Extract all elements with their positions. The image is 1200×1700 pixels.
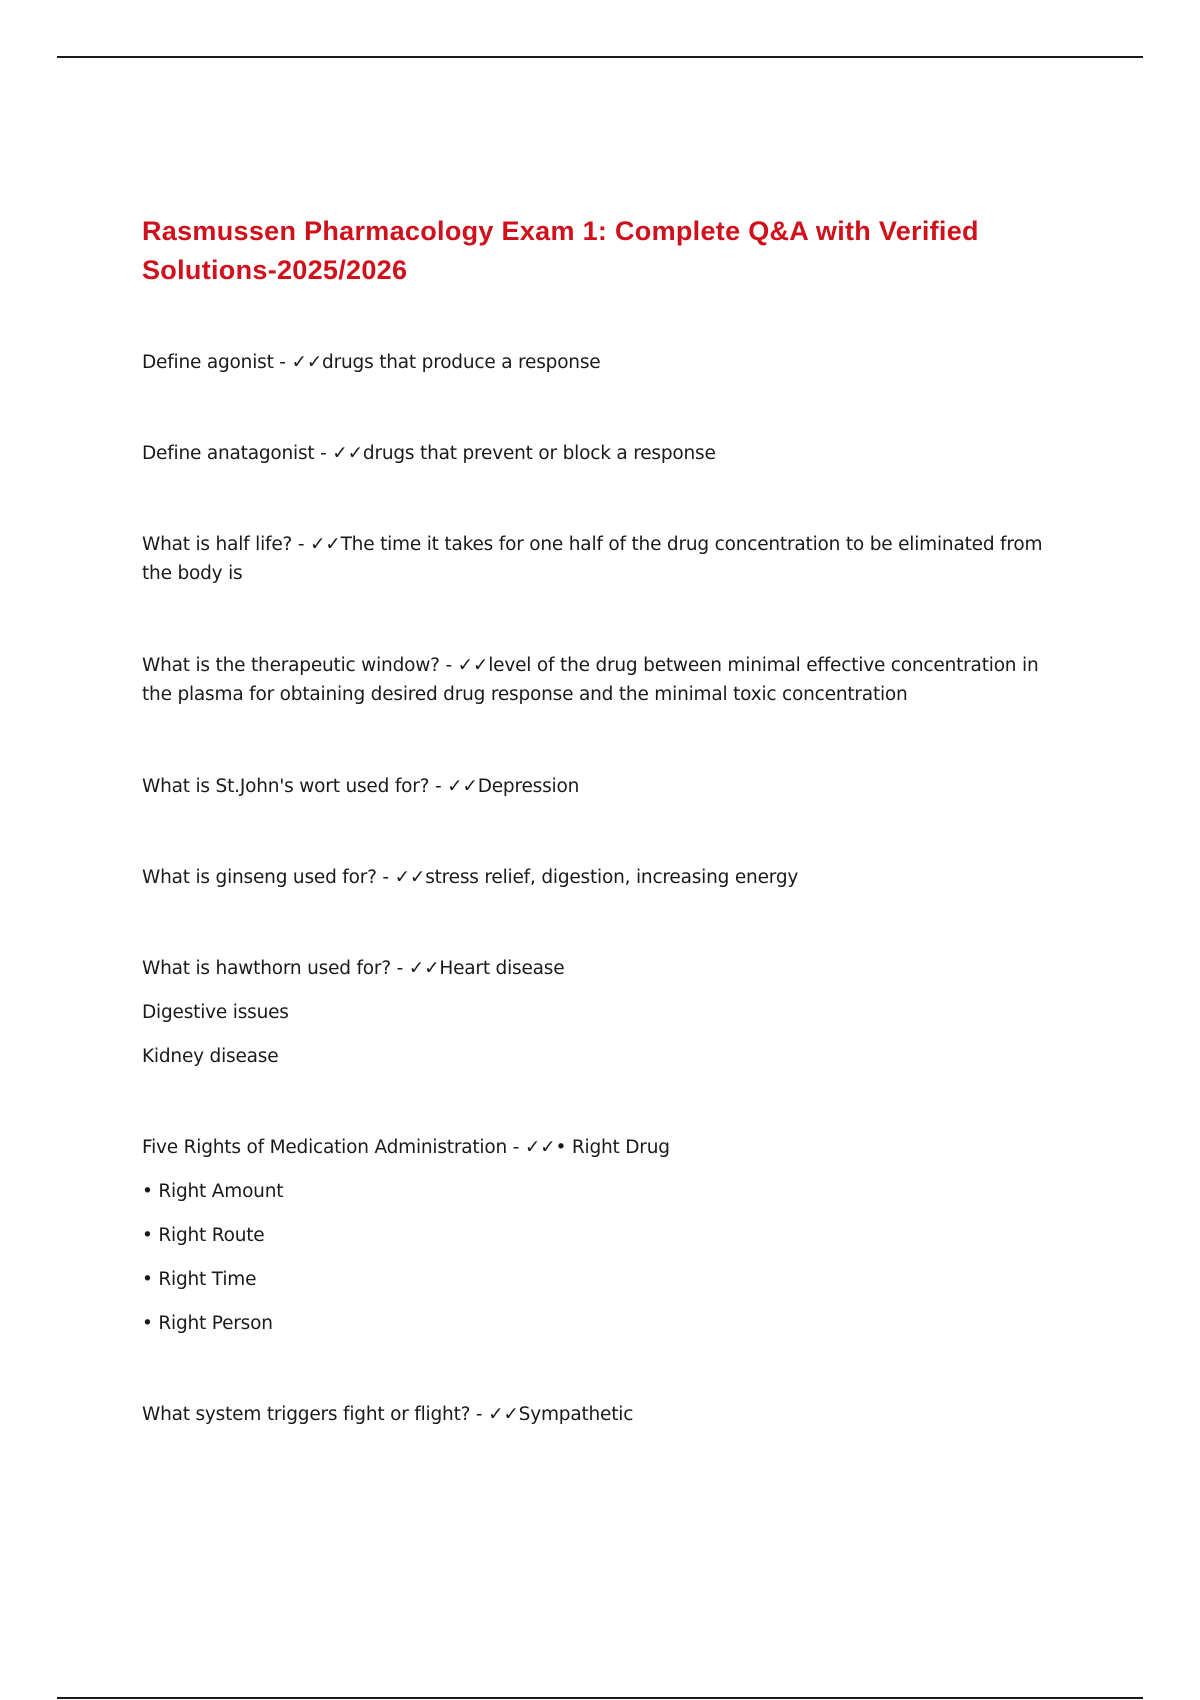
qa-extra-line: Digestive issues [142,1002,289,1023]
footer-rule [57,1697,1143,1699]
qa-item [142,1400,1062,1429]
qa-extra-line: • Right Person [142,1313,273,1334]
qa-text: What is ginseng used for? - ✓✓stress relief, digestion, increasing energy [142,867,799,888]
document-title: Rasmussen Pharmacology Exam 1: Complete Q&A with Verified Solutions-2025/2026 [142,216,979,285]
qa-text: What is St.John's wort used for? - ✓✓Depression [142,776,580,797]
qa-list [142,348,1062,1429]
qa-item [142,651,1062,709]
qa-text: Five Rights of Medication Administration - ✓✓• Right Drug [142,1137,670,1158]
qa-text: Define anatagonist - ✓✓drugs that prevent or block a response [142,443,716,464]
qa-item [142,530,1062,588]
qa-text: What is half life? - ✓✓The time it takes for one half of the drug concentration to be eliminated from the body is [142,534,1043,584]
qa-extra-line: • Right Amount [142,1181,284,1202]
qa-text: What system triggers fight or flight? - ✓✓Sympathetic [142,1404,634,1425]
qa-item [142,348,1062,377]
qa-item [142,439,1062,468]
qa-item [142,1133,1062,1338]
qa-text: What is the therapeutic window? - ✓✓level of the drug between minimal effective concentration in the plasma for obtaining desired drug response and the minimal toxic concentration [142,655,1039,705]
qa-extra-line: • Right Time [142,1269,257,1290]
qa-text: Define agonist - ✓✓drugs that produce a response [142,352,601,373]
header-rule [57,56,1143,58]
qa-extra-line: Kidney disease [142,1046,279,1067]
qa-item [142,954,1062,1071]
document-body [142,212,1062,1429]
qa-item [142,863,1062,892]
qa-extra-line: • Right Route [142,1225,265,1246]
qa-item [142,772,1062,801]
qa-text: What is hawthorn used for? - ✓✓Heart disease [142,958,565,979]
